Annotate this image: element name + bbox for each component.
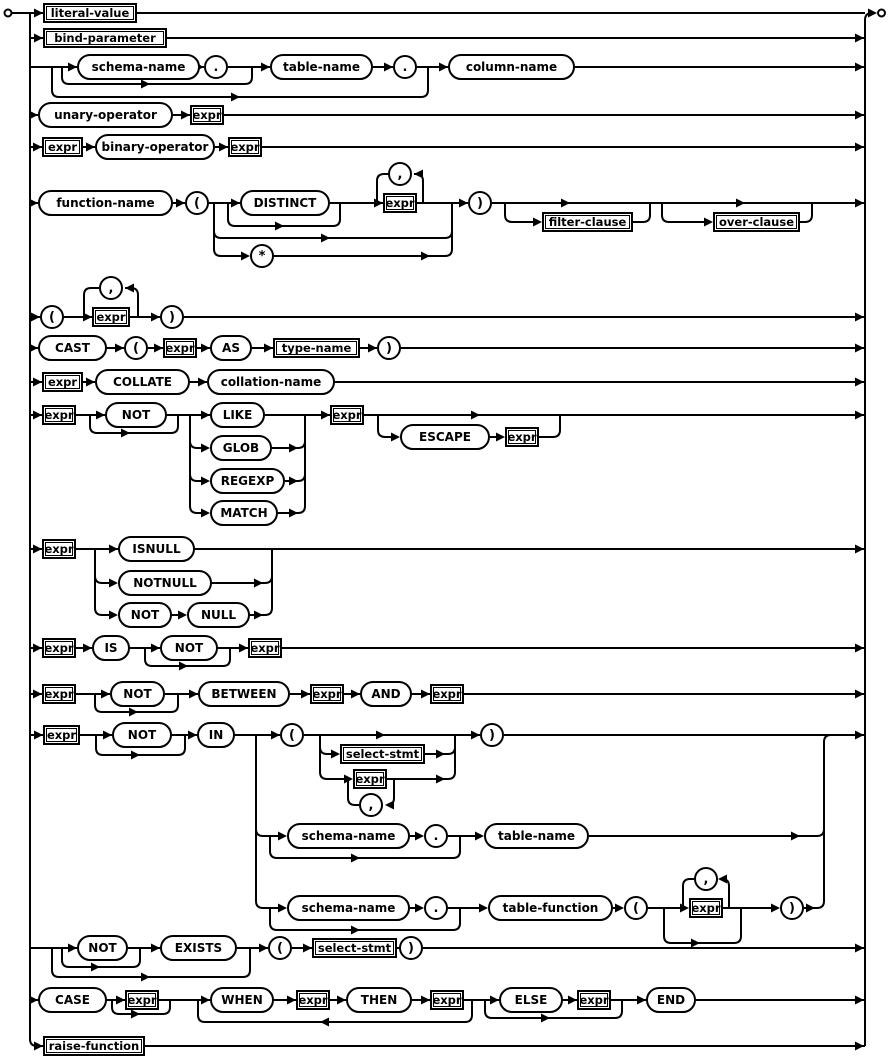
node-r13-not: NOT bbox=[110, 681, 165, 707]
node-r2-bind[interactable]: bind-parameter bbox=[43, 28, 167, 48]
node-r15-rparen: ) bbox=[399, 936, 423, 960]
node-r14-rparen3: ) bbox=[780, 896, 804, 920]
node-r7-expr[interactable]: expr bbox=[92, 307, 130, 327]
node-r16-case: CASE bbox=[38, 987, 107, 1013]
node-r13-expr-b[interactable]: expr bbox=[310, 684, 344, 704]
node-r14-dot2: . bbox=[424, 824, 448, 848]
node-r14-table2: table-name bbox=[484, 823, 589, 849]
node-r9-collname: collation-name bbox=[207, 369, 335, 395]
node-r3-column: column-name bbox=[448, 54, 575, 80]
node-r14-lparen3: ( bbox=[624, 896, 648, 920]
node-r6-expr[interactable]: expr bbox=[383, 193, 417, 213]
node-r10-expr-a[interactable]: expr bbox=[42, 405, 76, 425]
node-r10-glob: GLOB bbox=[210, 435, 272, 461]
node-r15-lparen: ( bbox=[268, 936, 292, 960]
node-r14-schema3: schema-name bbox=[287, 895, 410, 921]
node-r12-is: IS bbox=[92, 635, 130, 661]
node-r8-expr[interactable]: expr bbox=[163, 338, 197, 358]
node-r6-distinct: DISTINCT bbox=[240, 190, 330, 216]
node-r17-raise[interactable]: raise-function bbox=[43, 1036, 145, 1056]
node-r15-exists: EXISTS bbox=[160, 935, 237, 961]
node-r10-escape: ESCAPE bbox=[400, 424, 490, 450]
node-r14-in: IN bbox=[197, 722, 235, 748]
node-r16-expr-d[interactable]: expr bbox=[577, 990, 611, 1010]
node-r11-notnull: NOTNULL bbox=[118, 570, 212, 596]
node-r5-binop: binary-operator bbox=[95, 134, 215, 160]
node-r3-dot1: . bbox=[204, 55, 228, 79]
node-r13-expr-a[interactable]: expr bbox=[42, 684, 76, 704]
node-r16-expr-c[interactable]: expr bbox=[430, 990, 464, 1010]
node-r14-schema2: schema-name bbox=[287, 823, 410, 849]
node-r15-select[interactable]: select-stmt bbox=[312, 938, 397, 958]
node-r10-not: NOT bbox=[105, 402, 167, 428]
node-r6-funcname: function-name bbox=[38, 190, 173, 216]
node-r7-comma: , bbox=[99, 276, 123, 300]
node-r11-null: NULL bbox=[187, 602, 250, 628]
node-r14-not: NOT bbox=[112, 722, 172, 748]
node-r14-comma3: , bbox=[694, 867, 718, 891]
node-r11-expr[interactable]: expr bbox=[42, 539, 76, 559]
node-r10-regexp: REGEXP bbox=[210, 468, 285, 494]
node-r16-else: ELSE bbox=[499, 987, 563, 1013]
node-r13-and: AND bbox=[360, 681, 412, 707]
node-r10-expr-b[interactable]: expr bbox=[330, 405, 364, 425]
end-bullet bbox=[878, 10, 885, 17]
start-bullet bbox=[5, 10, 12, 17]
node-r14-select[interactable]: select-stmt bbox=[340, 744, 425, 764]
node-r16-expr-a[interactable]: expr bbox=[125, 990, 159, 1010]
node-r10-expr-c[interactable]: expr bbox=[505, 427, 539, 447]
node-r4-unary: unary-operator bbox=[38, 102, 173, 128]
node-r1-literal[interactable]: literal-value bbox=[43, 3, 137, 23]
node-r10-match: MATCH bbox=[210, 500, 278, 526]
node-r12-expr-a[interactable]: expr bbox=[42, 638, 76, 658]
node-r9-collate: COLLATE bbox=[95, 369, 190, 395]
node-r10-like: LIKE bbox=[210, 402, 265, 428]
node-r16-end: END bbox=[646, 987, 696, 1013]
node-r9-expr[interactable]: expr bbox=[42, 372, 83, 392]
node-r8-typename[interactable]: type-name bbox=[273, 338, 360, 358]
node-r11-isnull: ISNULL bbox=[118, 536, 195, 562]
node-r14-dot3: . bbox=[424, 896, 448, 920]
node-r16-then: THEN bbox=[346, 987, 412, 1013]
node-r8-rparen: ) bbox=[377, 336, 401, 360]
node-r5-expr-a[interactable]: expr bbox=[42, 137, 83, 157]
node-r14-tablefunc3: table-function bbox=[488, 895, 613, 921]
node-r8-as: AS bbox=[210, 335, 252, 361]
node-r12-not: NOT bbox=[160, 635, 218, 661]
node-r14-comma: , bbox=[359, 793, 383, 817]
node-r7-rparen: ) bbox=[160, 305, 184, 329]
node-r15-not: NOT bbox=[77, 935, 128, 961]
node-r13-between: BETWEEN bbox=[198, 681, 290, 707]
node-r6-rparen: ) bbox=[468, 191, 492, 215]
node-r13-expr-c[interactable]: expr bbox=[430, 684, 464, 704]
node-r3-schema: schema-name bbox=[77, 54, 200, 80]
node-r8-lparen: ( bbox=[124, 336, 148, 360]
node-r3-table: table-name bbox=[270, 54, 373, 80]
node-r12-expr-b[interactable]: expr bbox=[248, 638, 282, 658]
node-r5-expr-b[interactable]: expr bbox=[228, 137, 262, 157]
node-r14-expr-b[interactable]: expr bbox=[353, 769, 387, 789]
node-r14-expr3[interactable]: expr bbox=[689, 898, 723, 918]
node-r11-not: NOT bbox=[118, 602, 172, 628]
node-r16-when: WHEN bbox=[210, 987, 274, 1013]
node-r16-expr-b[interactable]: expr bbox=[296, 990, 330, 1010]
node-r7-lparen: ( bbox=[40, 305, 64, 329]
node-r8-cast: CAST bbox=[38, 335, 107, 361]
node-r6-star: * bbox=[250, 244, 274, 268]
node-r6-over[interactable]: over-clause bbox=[713, 212, 800, 232]
node-r14-rparen: ) bbox=[480, 723, 504, 747]
node-r3-dot2: . bbox=[393, 55, 417, 79]
node-r14-expr[interactable]: expr bbox=[43, 725, 80, 745]
node-r6-lparen: ( bbox=[185, 191, 209, 215]
node-r14-lparen: ( bbox=[280, 723, 304, 747]
node-r6-filter[interactable]: filter-clause bbox=[542, 212, 633, 232]
node-r4-expr[interactable]: expr bbox=[190, 105, 224, 125]
node-r6-comma: , bbox=[388, 162, 412, 186]
